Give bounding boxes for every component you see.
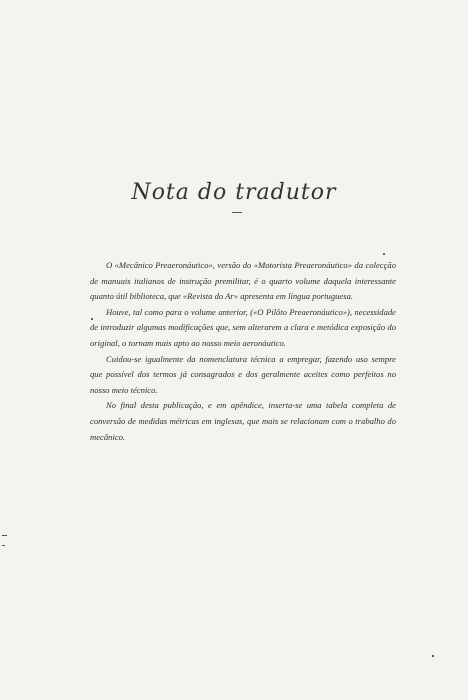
note-body	[90, 258, 396, 445]
paragraph-2: Houve, tal como para o volume anterior, («O Pilôto Preaeronáutico»), necessidade de introduzir algumas modificações que, sem alterarem a clara e metódica exposição do original, o tornam mais apto ao nosso meio aeronáutico.	[90, 306, 396, 348]
print-speck	[432, 655, 434, 657]
paragraph-4: No final desta publicação, e em apêndice, inserta-se uma tabela completa de conversão de medidas métricas em inglesas, que mais se relacionam com o trabalho do mecânico.	[90, 400, 396, 442]
margin-mark	[2, 535, 7, 536]
paragraph-3: Cuidou-se igualmente da nomenclatura técnica a empregar, fazendo uso sempre que possível dos termos já consagrados e dos geralmente aceites como perfeitos no nosso meio técnico.	[90, 353, 396, 395]
print-speck	[383, 253, 385, 255]
margin-mark	[2, 545, 5, 546]
print-speck	[91, 318, 93, 320]
title-ornament	[232, 212, 242, 213]
paragraph-1: O «Mecânico Preaeronáutico», versão do «Motorista Preaeronáutico» da colecção de manuais italianos de instrução premilitar, é o quarto volume daquela interessante quanto útil biblioteca, que «Revista do Ar» apresenta em língua portuguesa.	[90, 260, 396, 302]
page-title: Nota do tradutor	[131, 180, 337, 205]
